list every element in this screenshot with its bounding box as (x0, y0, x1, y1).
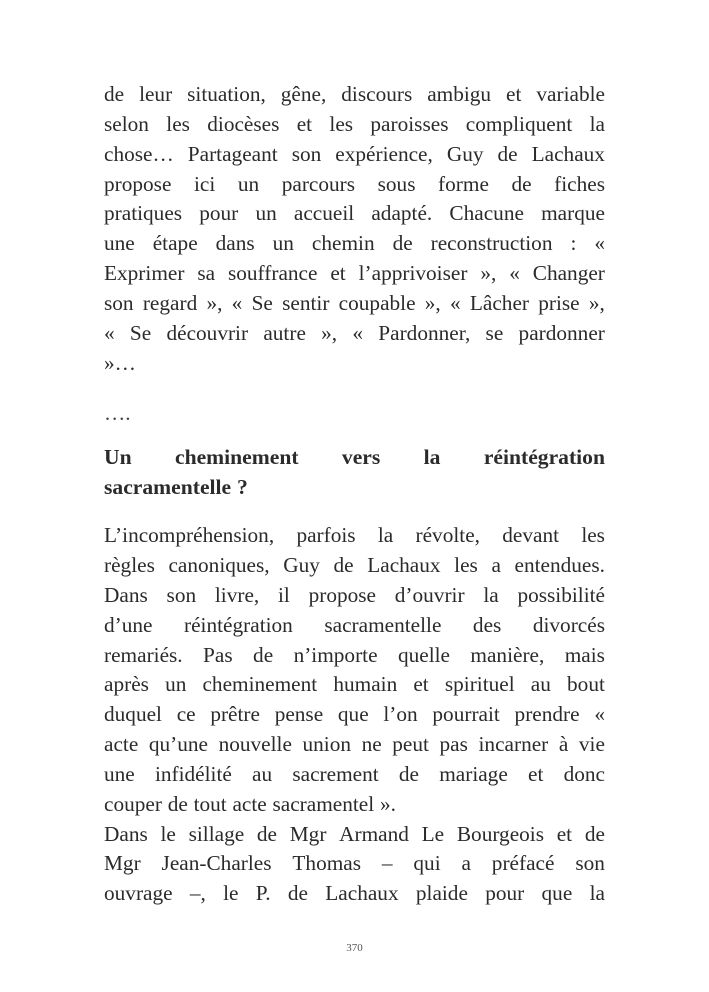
text-line: remariés. Pas de n’importe quelle manière, mais (104, 642, 605, 667)
text-line: couper de tout acte sacramentel ». (104, 791, 396, 816)
page-number: 370 (346, 942, 363, 954)
text-line: Mgr Jean-Charles Thomas – qui a préfacé son (104, 851, 605, 876)
paragraph-3 (104, 820, 605, 910)
text-line: Dans le sillage de Mgr Armand Le Bourgeois et de (104, 821, 605, 846)
text-line: d’une réintégration sacramentelle des divorcés (104, 612, 605, 637)
page-body (104, 80, 605, 909)
text-line: ouvrage –, le P. de Lachaux plaide pour que la (104, 881, 605, 906)
text-line: son regard », « Se sentir coupable », « Lâcher prise », (104, 290, 605, 315)
text-line: propose ici un parcours sous forme de fiches (104, 171, 605, 196)
text-line: « Se découvrir autre », « Pardonner, se pardonner (104, 320, 605, 345)
text-line: règles canoniques, Guy de Lachaux les a entendues. (104, 552, 605, 577)
text-line: après un cheminement humain et spirituel au bout (104, 672, 605, 697)
ellipsis-separator: …. (104, 401, 131, 426)
section-heading (104, 443, 605, 503)
text-line: duquel ce prêtre pense que l’on pourrait prendre « (104, 702, 605, 727)
text-line: L’incompréhension, parfois la révolte, devant les (104, 523, 605, 548)
text-line: pratiques pour un accueil adapté. Chacune marque (104, 201, 605, 226)
text-line: acte qu’une nouvelle union ne peut pas incarner à vie (104, 732, 605, 757)
text-line: de leur situation, gêne, discours ambigu et variable (104, 82, 605, 106)
text-line: »… (104, 350, 136, 375)
text-line: une étape dans un chemin de reconstruction : « (104, 231, 605, 256)
paragraph-2 (104, 521, 605, 819)
text-line: Un cheminement vers la réintégration (104, 445, 605, 470)
text-line: chose… Partageant son expérience, Guy de Lachaux (104, 141, 605, 166)
text-line: une infidélité au sacrement de mariage et donc (104, 761, 605, 786)
paragraph-1 (104, 80, 605, 378)
text-line: sacramentelle ? (104, 475, 248, 500)
text-line: selon les diocèses et les paroisses compliquent la (104, 111, 605, 136)
text-line: Dans son livre, il propose d’ouvrir la possibilité (104, 582, 605, 607)
text-line: Exprimer sa souffrance et l’apprivoiser », « Changer (104, 261, 605, 286)
